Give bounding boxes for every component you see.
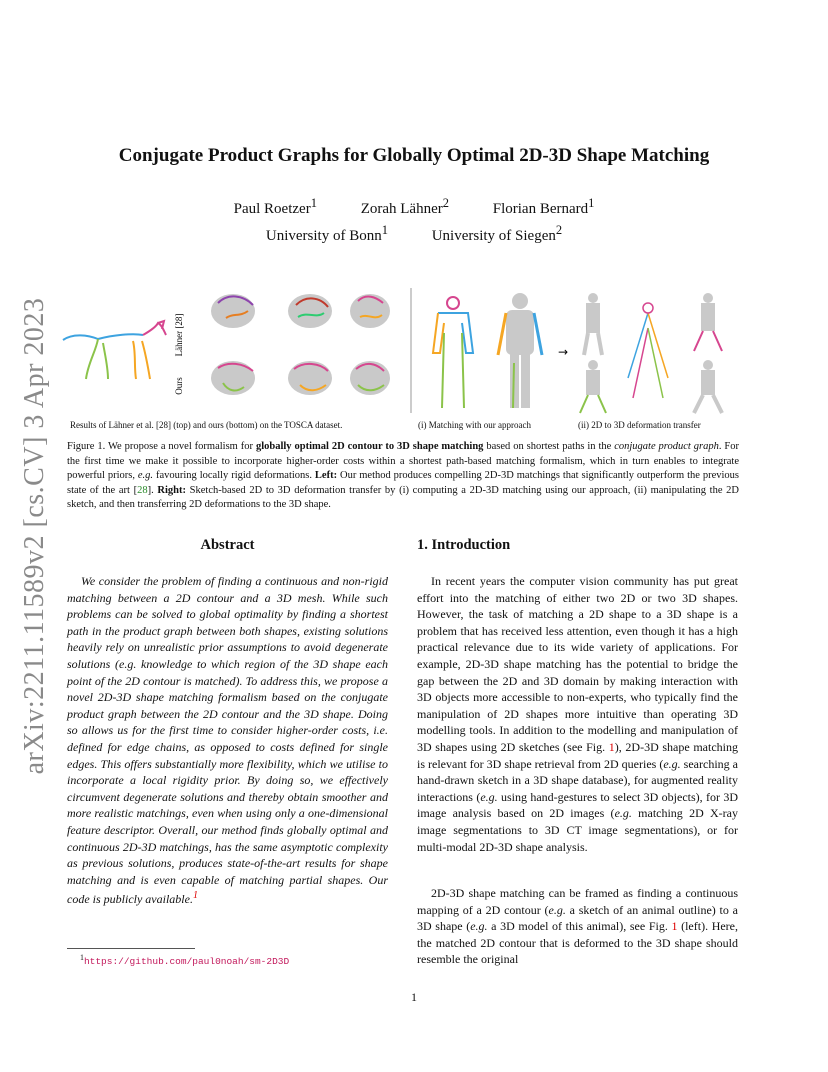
wolf-3d-ours-row — [211, 361, 390, 395]
row-label-lahner: Lähner [28] — [174, 313, 184, 357]
human-2d-contour — [433, 297, 473, 408]
author-2: Zorah Lähner — [360, 201, 443, 217]
wolf-3d-lahner-row — [211, 294, 390, 328]
human-3d-shape — [498, 293, 542, 408]
author-3: Florian Bernard — [492, 201, 589, 217]
page-number: 1 — [411, 990, 417, 1004]
row-label-ours: Ours — [174, 377, 184, 395]
author-1: Paul Roetzer — [233, 201, 311, 217]
intro-paragraph-1: In recent years the computer vision community has put great effort into the matching of either two 2D or two 3D shapes. However, the task of matching a 2D shape to a 3D shape is a problem that has received less attention, even though it has a high practical relevance due to its wide variety of applications. For example, 2D-3D shape matching has the potential to bridge the gap between the 2D and 3D domain by making interaction with 3D objects more accessible to non-experts, who typically find the manipulation of 2D shapes more intuitive than operating 3D modelling tools. In addition to the modelling and manipulation of 3D shapes using 2D sketches (see Fig. 1), 2D-3D shape matching is relevant for 3D shape retrieval from 2D queries (e.g. searching a hand-drawn sketch in a 3D shape database), for augmented reality interactions (e.g. using hand-gestures to select 3D objects), for 3D image analysis based on 2D images (e.g. matching 2D X-ray image segmentations to 3D CT image segmentations), or for multi-modal 2D-3D shape analysis. — [417, 574, 739, 854]
paper-title: Conjugate Product Graphs for Globally Optimal 2D-3D Shape Matching — [118, 145, 710, 166]
transfer-arrow: → — [558, 345, 569, 359]
deformation-transfer-figures — [580, 293, 722, 413]
introduction-heading: 1. Introduction — [417, 537, 511, 553]
abstract-text: We consider the problem of finding a continuous and non-rigid matching between a 2D contour and a 3D mesh. While such problems can be solved to global optimality by finding a shortest path in the product graph between both shapes, existing solutions heavily rely on unrealistic prior assumptions to avoid degenerate solutions (e.g. knowledge to which region of the 3D shape each point of the 2D contour is matched). To address this, we propose a novel 2D-3D shape matching formalism based on the conjugate product graph between the 2D contour and the 3D shape. Doing so allows us for the first time to consider higher-order costs, i.e. defined for edge chains, as opposed to costs defined for single edges. This offers substantially more flexibility, which we utilise to incorporate a local rigidity prior. By doing so, we effectively circumvent degenerate solutions and thereby obtain smoother and more realistic matchings, even when using only a one-dimensional feature descriptor. Overall, our method finds globally optimal and continuous 2D-3D matchings, has the same asymptotic complexity as previous solutions, produces state-of-the-art results for shape matching and is even capable of matching partial shapes. Our code is publicly available.$^1$ — [67, 574, 388, 907]
footnote: $^1$https://github.com/paul0noah/sm-2D3D — [80, 953, 290, 968]
subcaption-middle: (i) Matching with our approach — [418, 420, 531, 430]
figure-1-illustration — [58, 283, 738, 418]
abstract-heading: Abstract — [200, 537, 255, 553]
footnote-mark[interactable]: 1 — [192, 890, 198, 902]
author-block — [0, 193, 828, 247]
code-url-link[interactable]: https://github.com/paul0noah/sm-2D3D — [83, 956, 290, 968]
affiliations: University of Bonn$^1$ University of Siegen$^2$ — [265, 223, 563, 244]
figure-ref[interactable]: 1 — [671, 919, 678, 934]
intro-paragraph-2: 2D-3D shape matching can be framed as finding a continuous mapping of a 2D contour (e.g. a sketch of an animal outline) to a 3D shape (e.g. a 3D model of this animal), see Fig. 1 (left). Here, the matched 2D contour that is deformed to the 3D shape should resemble the original — [417, 886, 739, 967]
citation-link[interactable]: 28 — [137, 484, 148, 496]
figure-caption: Figure 1. We propose a novel formalism for globally optimal 2D contour to 3D shape matching based on shortest paths in the conjugate product graph. For the first time we make it possible to incorporate higher-order costs within a shortest path-based matching formalism, which in turn enables to integrate powerful priors, e.g. favouring locally rigid deformations. Left: Our method produces compelling 2D-3D matchings that significantly outperform the previous state of the art [28]. Right: Sketch-based 2D to 3D deformation transfer by (i) computing a 2D-3D matching using our approach, (ii) manipulating the 2D sketch, and then transferring 2D deformations to the 3D shape. — [67, 441, 740, 510]
affiliation-2: University of Siegen — [431, 228, 556, 244]
affiliation-1: University of Bonn — [265, 228, 382, 244]
figure-ref[interactable]: 1 — [608, 739, 615, 754]
subcaption-left: Results of Lähner et al. [28] (top) and ours (bottom) on the TOSCA dataset. — [70, 420, 343, 430]
arxiv-identifier: arXiv:2211.11589v2 [cs.CV] 3 Apr 2023 — [19, 297, 50, 775]
footnote-rule — [67, 948, 195, 949]
wolf-2d-contour — [63, 321, 166, 379]
author-names: Paul Roetzer$^1$ Zorah Lähner$^2$ Florian Bernard$^1$ — [233, 196, 595, 217]
subcaption-right: (ii) 2D to 3D deformation transfer — [578, 420, 701, 430]
